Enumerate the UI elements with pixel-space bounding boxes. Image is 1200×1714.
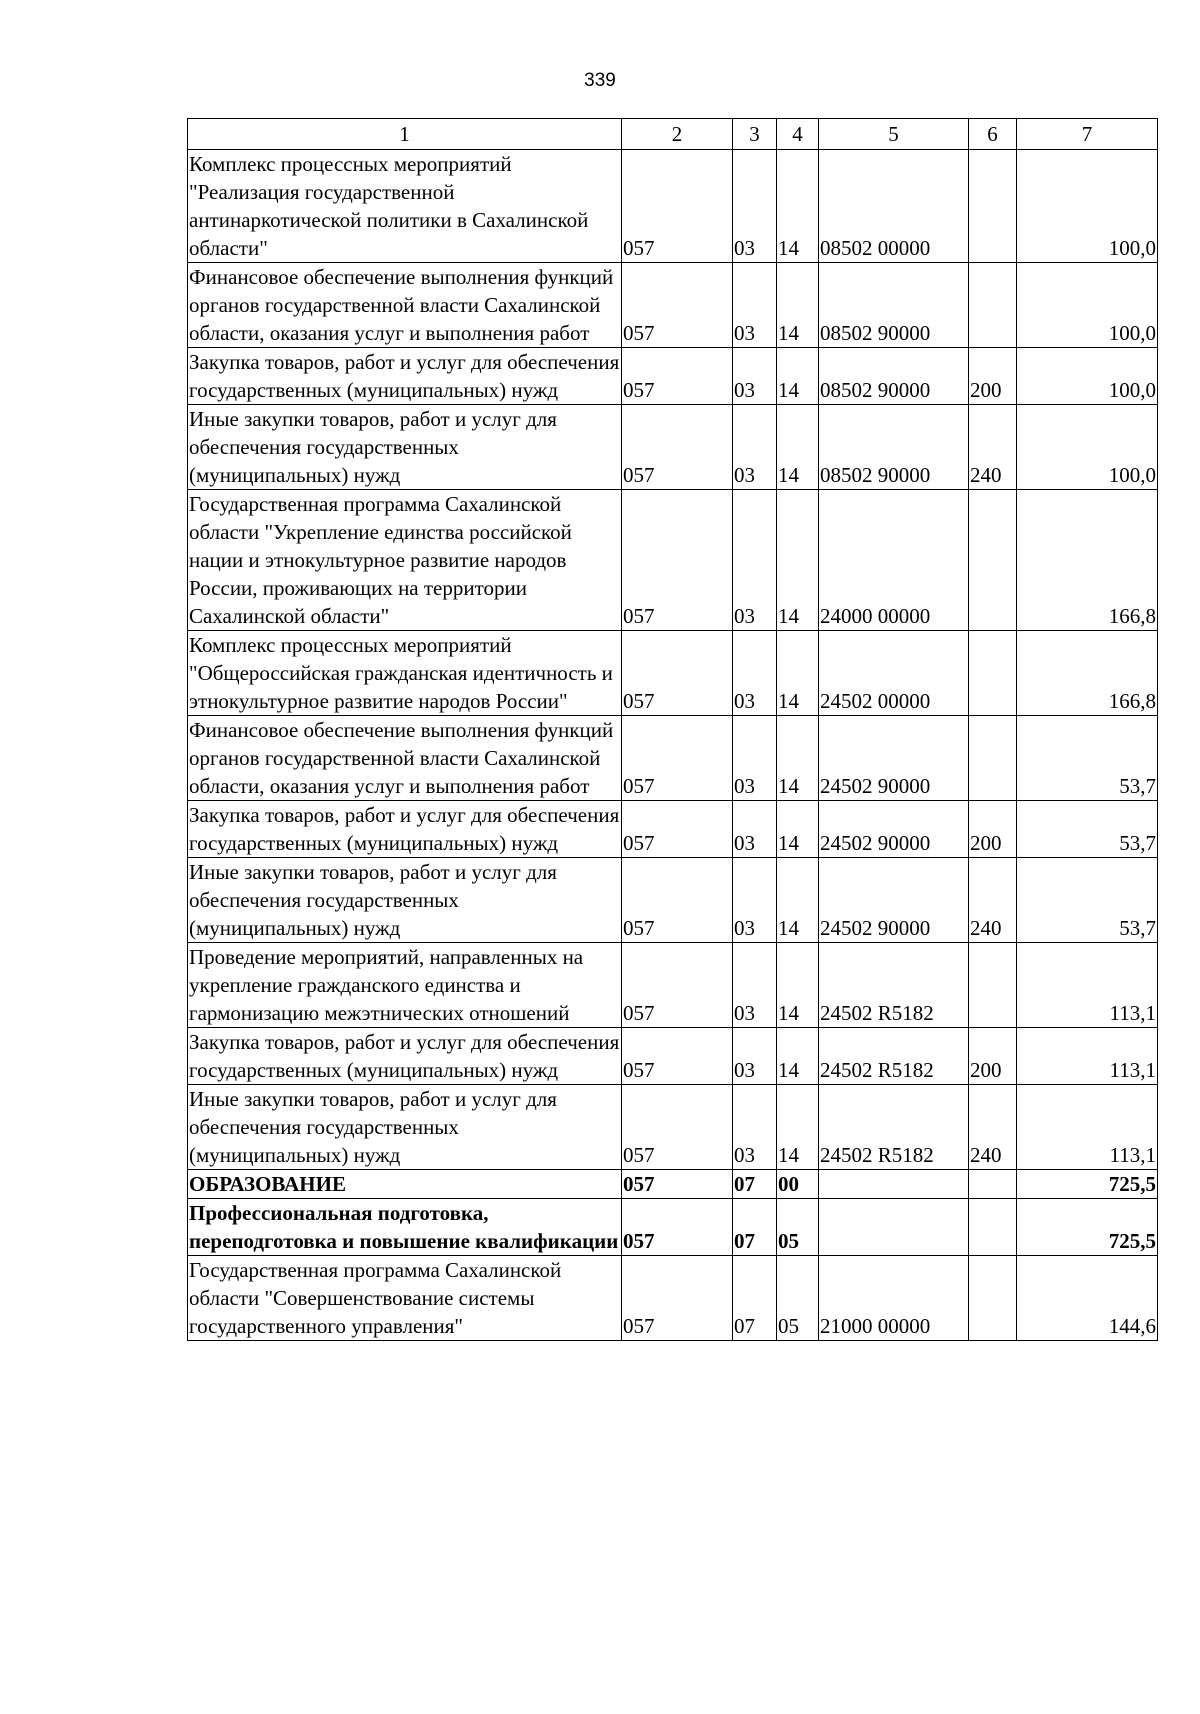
subsection-code-cell: 14 xyxy=(777,716,819,801)
section-code-cell: 07 xyxy=(733,1170,777,1199)
target-article-cell: 08502 00000 xyxy=(819,150,969,263)
section-code-cell: 03 xyxy=(733,263,777,348)
expense-type-cell xyxy=(969,943,1017,1028)
item-name-cell: Комплекс процессных мероприятий "Реализация государственной антинаркотической политики в Сахалинской области" xyxy=(188,150,622,263)
item-name-cell: Иные закупки товаров, работ и услуг для обеспечения государственных (муниципальных) нужд xyxy=(188,405,622,490)
column-header: 2 xyxy=(622,119,733,150)
table-row xyxy=(188,1170,1158,1199)
amount-cell: 144,6 xyxy=(1017,1256,1158,1341)
budget-table xyxy=(187,118,1158,1341)
item-name-cell: Закупка товаров, работ и услуг для обеспечения государственных (муниципальных) нужд xyxy=(188,348,622,405)
table-row xyxy=(188,1028,1158,1085)
table-row xyxy=(188,716,1158,801)
table-row xyxy=(188,1256,1158,1341)
item-name-cell: Комплекс процессных мероприятий "Общероссийская гражданская идентичность и этнокультурное развитие народов России" xyxy=(188,631,622,716)
amount-cell: 53,7 xyxy=(1017,716,1158,801)
ministry-code-cell: 057 xyxy=(622,1028,733,1085)
ministry-code-cell: 057 xyxy=(622,858,733,943)
table-row xyxy=(188,150,1158,263)
column-header: 1 xyxy=(188,119,622,150)
subsection-code-cell: 14 xyxy=(777,348,819,405)
item-name-cell: Иные закупки товаров, работ и услуг для обеспечения государственных (муниципальных) нужд xyxy=(188,858,622,943)
section-code-cell: 03 xyxy=(733,1085,777,1170)
ministry-code-cell: 057 xyxy=(622,405,733,490)
expense-type-cell: 240 xyxy=(969,858,1017,943)
amount-cell: 725,5 xyxy=(1017,1199,1158,1256)
amount-cell: 113,1 xyxy=(1017,943,1158,1028)
expense-type-cell xyxy=(969,631,1017,716)
ministry-code-cell: 057 xyxy=(622,801,733,858)
table-row xyxy=(188,943,1158,1028)
item-name-cell: ОБРАЗОВАНИЕ xyxy=(188,1170,622,1199)
amount-cell: 100,0 xyxy=(1017,405,1158,490)
section-code-cell: 03 xyxy=(733,1028,777,1085)
table-row xyxy=(188,631,1158,716)
subsection-code-cell: 14 xyxy=(777,631,819,716)
section-code-cell: 03 xyxy=(733,405,777,490)
target-article-cell xyxy=(819,1170,969,1199)
target-article-cell: 21000 00000 xyxy=(819,1256,969,1341)
table-row xyxy=(188,1199,1158,1256)
ministry-code-cell: 057 xyxy=(622,943,733,1028)
expense-type-cell: 200 xyxy=(969,348,1017,405)
column-header: 6 xyxy=(969,119,1017,150)
table-row xyxy=(188,490,1158,631)
expense-type-cell xyxy=(969,263,1017,348)
subsection-code-cell: 14 xyxy=(777,263,819,348)
expense-type-cell xyxy=(969,1170,1017,1199)
column-header: 3 xyxy=(733,119,777,150)
table-row xyxy=(188,1085,1158,1170)
subsection-code-cell: 05 xyxy=(777,1256,819,1341)
page-number: 339 xyxy=(584,70,616,91)
expense-type-cell: 200 xyxy=(969,801,1017,858)
section-code-cell: 03 xyxy=(733,631,777,716)
target-article-cell xyxy=(819,1199,969,1256)
section-code-cell: 03 xyxy=(733,490,777,631)
ministry-code-cell: 057 xyxy=(622,716,733,801)
subsection-code-cell: 14 xyxy=(777,150,819,263)
expense-type-cell: 240 xyxy=(969,1085,1017,1170)
table-row xyxy=(188,405,1158,490)
ministry-code-cell: 057 xyxy=(622,1085,733,1170)
ministry-code-cell: 057 xyxy=(622,490,733,631)
subsection-code-cell: 14 xyxy=(777,1028,819,1085)
item-name-cell: Проведение мероприятий, направленных на укрепление гражданского единства и гармонизацию межэтнических отношений xyxy=(188,943,622,1028)
subsection-code-cell: 14 xyxy=(777,405,819,490)
section-code-cell: 07 xyxy=(733,1199,777,1256)
expense-type-cell: 200 xyxy=(969,1028,1017,1085)
table-row xyxy=(188,801,1158,858)
target-article-cell: 24502 90000 xyxy=(819,716,969,801)
header-row xyxy=(188,119,1158,150)
section-code-cell: 03 xyxy=(733,943,777,1028)
section-code-cell: 03 xyxy=(733,801,777,858)
item-name-cell: Финансовое обеспечение выполнения функций органов государственной власти Сахалинской области, оказания услуг и выполнения работ xyxy=(188,716,622,801)
target-article-cell: 24502 90000 xyxy=(819,858,969,943)
table-row xyxy=(188,348,1158,405)
subsection-code-cell: 14 xyxy=(777,1085,819,1170)
target-article-cell: 24502 R5182 xyxy=(819,1028,969,1085)
item-name-cell: Закупка товаров, работ и услуг для обеспечения государственных (муниципальных) нужд xyxy=(188,801,622,858)
amount-cell: 166,8 xyxy=(1017,631,1158,716)
ministry-code-cell: 057 xyxy=(622,631,733,716)
target-article-cell: 24000 00000 xyxy=(819,490,969,631)
ministry-code-cell: 057 xyxy=(622,1170,733,1199)
section-code-cell: 03 xyxy=(733,858,777,943)
amount-cell: 166,8 xyxy=(1017,490,1158,631)
amount-cell: 53,7 xyxy=(1017,801,1158,858)
column-header: 5 xyxy=(819,119,969,150)
column-header: 7 xyxy=(1017,119,1158,150)
expense-type-cell: 240 xyxy=(969,405,1017,490)
target-article-cell: 08502 90000 xyxy=(819,348,969,405)
amount-cell: 100,0 xyxy=(1017,263,1158,348)
item-name-cell: Государственная программа Сахалинской области "Совершенствование системы государственного управления" xyxy=(188,1256,622,1341)
expense-type-cell xyxy=(969,150,1017,263)
target-article-cell: 08502 90000 xyxy=(819,263,969,348)
ministry-code-cell: 057 xyxy=(622,263,733,348)
ministry-code-cell: 057 xyxy=(622,348,733,405)
item-name-cell: Государственная программа Сахалинской области "Укрепление единства российской нации и этнокультурное развитие народов России, проживающих на территории Сахалинской области" xyxy=(188,490,622,631)
section-code-cell: 03 xyxy=(733,150,777,263)
subsection-code-cell: 14 xyxy=(777,801,819,858)
expense-type-cell xyxy=(969,1256,1017,1341)
target-article-cell: 24502 90000 xyxy=(819,801,969,858)
amount-cell: 100,0 xyxy=(1017,348,1158,405)
section-code-cell: 07 xyxy=(733,1256,777,1341)
table-row xyxy=(188,263,1158,348)
amount-cell: 100,0 xyxy=(1017,150,1158,263)
expense-type-cell xyxy=(969,1199,1017,1256)
amount-cell: 53,7 xyxy=(1017,858,1158,943)
expense-type-cell xyxy=(969,490,1017,631)
target-article-cell: 08502 90000 xyxy=(819,405,969,490)
subsection-code-cell: 14 xyxy=(777,490,819,631)
subsection-code-cell: 14 xyxy=(777,943,819,1028)
item-name-cell: Закупка товаров, работ и услуг для обеспечения государственных (муниципальных) нужд xyxy=(188,1028,622,1085)
item-name-cell: Профессиональная подготовка, переподготовка и повышение квалификации xyxy=(188,1199,622,1256)
target-article-cell: 24502 R5182 xyxy=(819,943,969,1028)
expense-type-cell xyxy=(969,716,1017,801)
amount-cell: 725,5 xyxy=(1017,1170,1158,1199)
subsection-code-cell: 14 xyxy=(777,858,819,943)
amount-cell: 113,1 xyxy=(1017,1028,1158,1085)
subsection-code-cell: 05 xyxy=(777,1199,819,1256)
subsection-code-cell: 00 xyxy=(777,1170,819,1199)
section-code-cell: 03 xyxy=(733,716,777,801)
column-header: 4 xyxy=(777,119,819,150)
item-name-cell: Финансовое обеспечение выполнения функций органов государственной власти Сахалинской области, оказания услуг и выполнения работ xyxy=(188,263,622,348)
section-code-cell: 03 xyxy=(733,348,777,405)
target-article-cell: 24502 R5182 xyxy=(819,1085,969,1170)
amount-cell: 113,1 xyxy=(1017,1085,1158,1170)
ministry-code-cell: 057 xyxy=(622,1199,733,1256)
item-name-cell: Иные закупки товаров, работ и услуг для обеспечения государственных (муниципальных) нужд xyxy=(188,1085,622,1170)
ministry-code-cell: 057 xyxy=(622,150,733,263)
table-row xyxy=(188,858,1158,943)
ministry-code-cell: 057 xyxy=(622,1256,733,1341)
target-article-cell: 24502 00000 xyxy=(819,631,969,716)
